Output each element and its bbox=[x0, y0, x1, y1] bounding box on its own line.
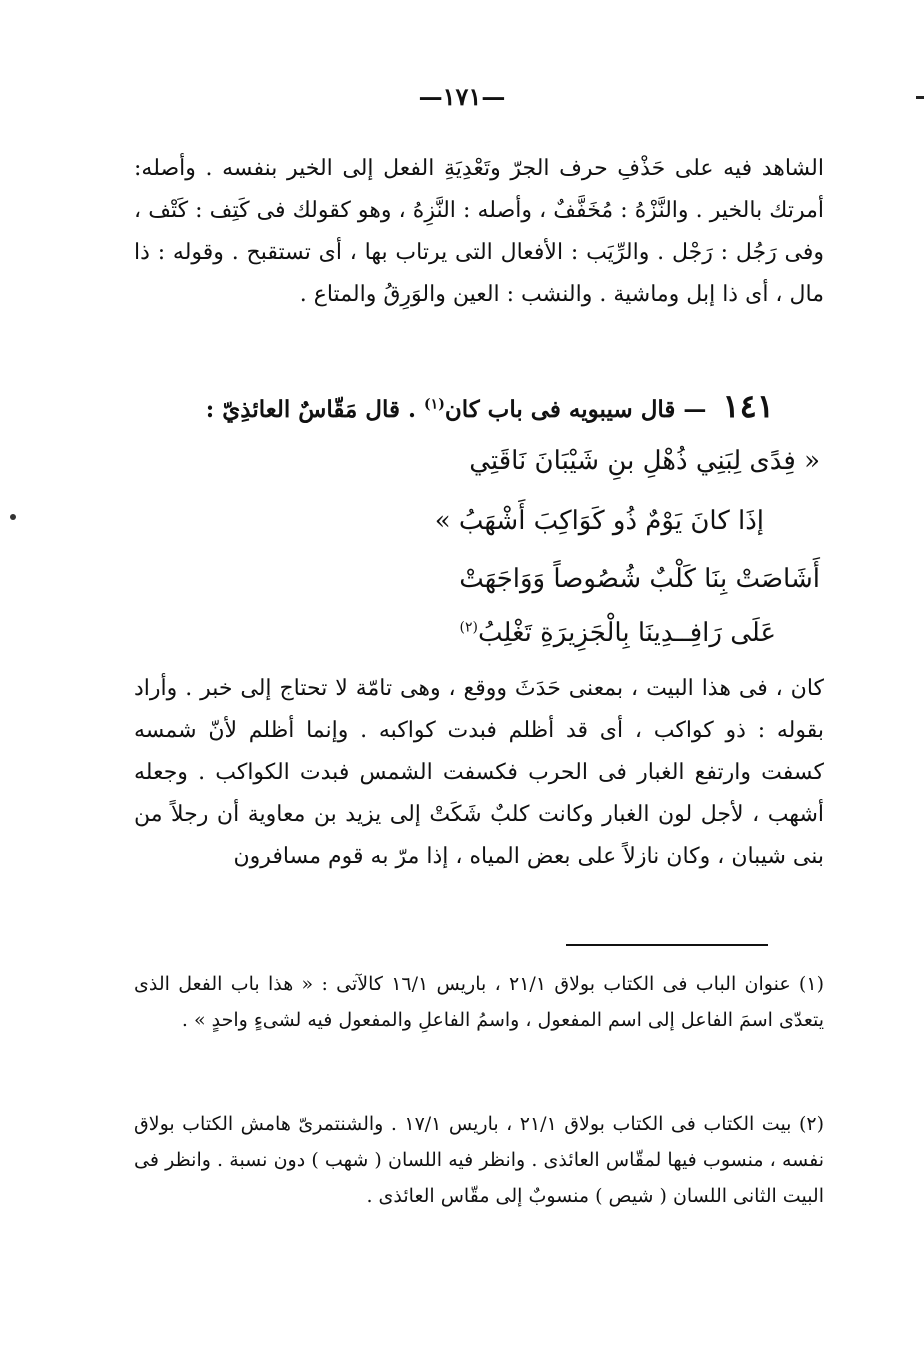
verse-line-1: « فِدًى لِبَنِي ذُهْلِ بنِ شَيْبَانَ نَاقَتِي bbox=[469, 446, 820, 476]
verse-line-4 bbox=[460, 608, 776, 658]
intro-paragraph: الشاهد فيه على حَذْفِ حرف الجرّ وتَعْدِيَةِ الفعل إلى الخير بنفسه . وأصله: أمرتك بالخير . والنَّزْهُ : مُخَفَّفٌ ، وأصله : النَّزِهُ ، وهو كقولك فى كَتِف : كَتْف ، وفى رَجُل : رَجْل . والرِّيَب : الأفعال التى يرتاب بها ، أى تستقبح . وقوله : ذا مال ، أى ذا إبل وماشية . والنشب : العين والوَرِقُ والمتاع . bbox=[134, 156, 824, 307]
verse-line-2: إذَا كانَ يَوْمٌ ذُو كَوَاكِبَ أَشْهَبُ » bbox=[434, 506, 764, 536]
footnote-ref-2: (٢) bbox=[459, 619, 478, 636]
section-heading-text-2: . قال مَقّاسٌ العائذِيّ : bbox=[205, 396, 417, 423]
section-heading-text: — قال سيبويه فى باب كان bbox=[444, 396, 707, 423]
verse-line-3: أَشَاصَتْ بِنَا كَلْبٌ شُصُوصاً وَوَاجَهَتْ bbox=[459, 564, 820, 594]
footnote-1: (١) عنوان الباب فى الكتاب بولاق ٢١/١ ، باريس ١٦/١ كالآتى : « هذا باب الفعل الذى يتعدّى اسمَ الفاعل إلى اسم المفعول ، واسمُ الفاعلِ والمفعول فيه لشىءٍ واحدٍ » . bbox=[134, 973, 824, 1031]
footnote-ref-1: (١) bbox=[424, 396, 445, 413]
stray-ink-dot bbox=[10, 514, 16, 520]
body-paragraph: كان ، فى هذا البيت ، بمعنى حَدَثَ ووقع ، وهى تامّة لا تحتاج إلى خبر . وأراد بقوله : ذو كواكب ، أى قد أظلم فبدت كواكبه . وإنما أظلم لأنّ شمسه كسفت وارتفع الغبار فى الحرب فكسفت الشمس فبدت الكواكب . وجعله أشهب ، لأجل لون الغبار وكانت كلبٌ شَكَتْ إلى يزيد بن معاوية أن رجلاً من بنى شيبان ، وكان نازلاً على بعض المياه ، إذا مرّ به قوم مسافرون bbox=[134, 676, 824, 869]
verse-line-4-text: عَلَى رَافِــدِينَا بِالْجَزِيرَةِ تَغْلِبُ bbox=[477, 618, 776, 648]
section-number: ١٤١ bbox=[722, 387, 774, 425]
footnote-divider bbox=[566, 944, 768, 946]
section-heading bbox=[134, 386, 774, 430]
footnote-2: (٢) بيت الكتاب فى الكتاب بولاق ٢١/١ ، باريس ١٧/١ . والشنتمرىّ هامش الكتاب بولاق نفسه ، منسوب فيها لمقّاس العائذى . وانظر فيه اللسان ( شهب ) دون نسبة . وانظر فى البيت الثانى اللسان ( شيص ) منسوبٌ إلى مقّاس العائذى . bbox=[134, 1113, 825, 1207]
page-number: —١٧١— bbox=[418, 82, 506, 111]
